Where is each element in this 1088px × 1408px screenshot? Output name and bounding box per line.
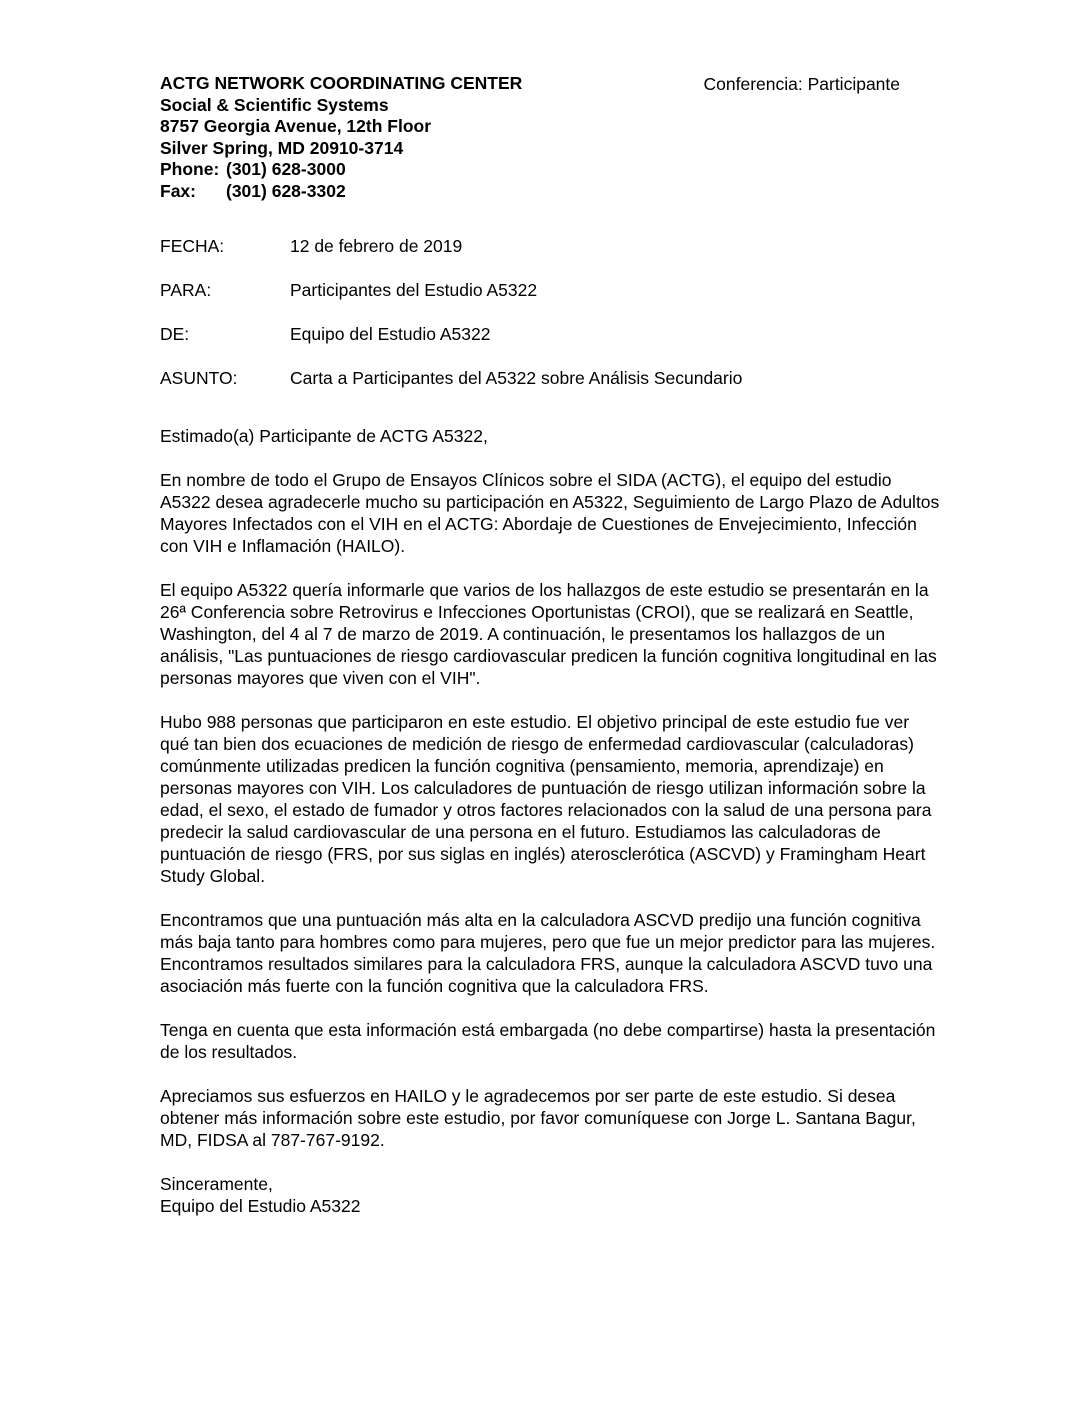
memo-label-de: DE: xyxy=(160,324,190,344)
phone-number: (301) 628-3000 xyxy=(226,159,346,179)
memo-value-asunto: Carta a Participantes del A5322 sobre Análisis Secundario xyxy=(290,368,743,388)
fax-line xyxy=(160,181,522,203)
letter-content xyxy=(160,73,942,1217)
body-paragraph-3: Hubo 988 personas que participaron en este estudio. El objetivo principal de este estudio fue ver qué tan bien dos ecuaciones de medición de riesgo de enfermedad cardiovascular (calculadoras) comúnmente utilizadas predicen la función cognitiva (pensamiento, memoria, aprendizaje) en personas mayores con VIH. Los calculadores de puntuación de riesgo utilizan información sobre la edad, el sexo, el estado de fumador y otros factores relacionados con la salud de una persona para predecir la salud cardiovascular de una persona en el futuro. Estudiamos las calculadoras de puntuación de riesgo (FRS, por sus siglas en inglés) aterosclerótica (ASCVD) y Framingham Heart Study Global. xyxy=(160,712,932,886)
memo-row-fecha xyxy=(160,235,942,257)
fax-number: (301) 628-3302 xyxy=(226,180,346,201)
phone-label: Phone: xyxy=(160,159,220,179)
memo-value-para: Participantes del Estudio A5322 xyxy=(290,280,538,300)
closing xyxy=(160,1173,942,1217)
org-street: 8757 Georgia Avenue, 12th Floor xyxy=(160,116,432,136)
memo-value-fecha: 12 de febrero de 2019 xyxy=(290,236,463,256)
body-paragraph-6: Apreciamos sus esfuerzos en HAILO y le agradecemos por ser parte de este estudio. Si desea obtener más información sobre este estudio, por favor comuníquese con Jorge L. Santana Bagur, MD, FIDSA al 787-767-9192. xyxy=(160,1086,916,1150)
memo-label-fecha: FECHA: xyxy=(160,236,225,256)
fax-label: Fax: xyxy=(160,180,196,201)
memo-value-de: Equipo del Estudio A5322 xyxy=(290,324,491,344)
body-paragraph-5: Tenga en cuenta que esta información está embargada (no debe compartirse) hasta la presentación de los resultados. xyxy=(160,1020,936,1062)
memo-row-de xyxy=(160,323,942,345)
closing-signature: Equipo del Estudio A5322 xyxy=(160,1196,361,1216)
org-company: Social & Scientific Systems xyxy=(160,94,389,115)
memo-fields xyxy=(160,235,942,389)
closing-salutation: Sinceramente, xyxy=(160,1174,273,1194)
salutation: Estimado(a) Participante de ACTG A5322, xyxy=(160,426,488,446)
memo-label-para: PARA: xyxy=(160,280,212,300)
letterhead xyxy=(160,73,942,202)
conference-note: Conferencia: Participante xyxy=(703,74,900,94)
phone-line xyxy=(160,159,522,181)
letterhead-address-block xyxy=(160,73,522,202)
body-paragraph-2: El equipo A5322 quería informarle que varios de los hallazgos de este estudio se presentarán en la 26ª Conferencia sobre Retrovirus e Infecciones Oportunistas (CROI), que se realizará en Seattle, Washington, del 4 al 7 de marzo de 2019. A continuación, le presentamos los hallazgos de un análisis, "Las puntuaciones de riesgo cardiovascular predicen la función cognitiva longitudinal en las personas mayores que viven con el VIH". xyxy=(160,580,937,688)
body-paragraph-4: Encontramos que una puntuación más alta en la calculadora ASCVD predijo una función cognitiva más baja tanto para hombres como para mujeres, pero que fue un mejor predictor para las mujeres. Encontramos resultados similares para la calculadora FRS, aunque la calculadora ASCVD tuvo una asociación más fuerte con la función cognitiva que la calculadora FRS. xyxy=(160,910,936,996)
memo-label-asunto: ASUNTO: xyxy=(160,368,238,388)
org-city: Silver Spring, MD 20910-3714 xyxy=(160,137,404,158)
memo-row-para xyxy=(160,279,942,301)
org-name: ACTG NETWORK COORDINATING CENTER xyxy=(160,73,523,93)
body-paragraph-1: En nombre de todo el Grupo de Ensayos Clínicos sobre el SIDA (ACTG), el equipo del estudio A5322 desea agradecerle mucho su participación en A5322, Seguimiento de Largo Plazo de Adultos Mayores Infectados con el VIH en el ACTG: Abordaje de Cuestiones de Envejecimiento, Infección con VIH e Inflamación (HAILO). xyxy=(160,470,940,556)
memo-row-asunto xyxy=(160,367,942,389)
